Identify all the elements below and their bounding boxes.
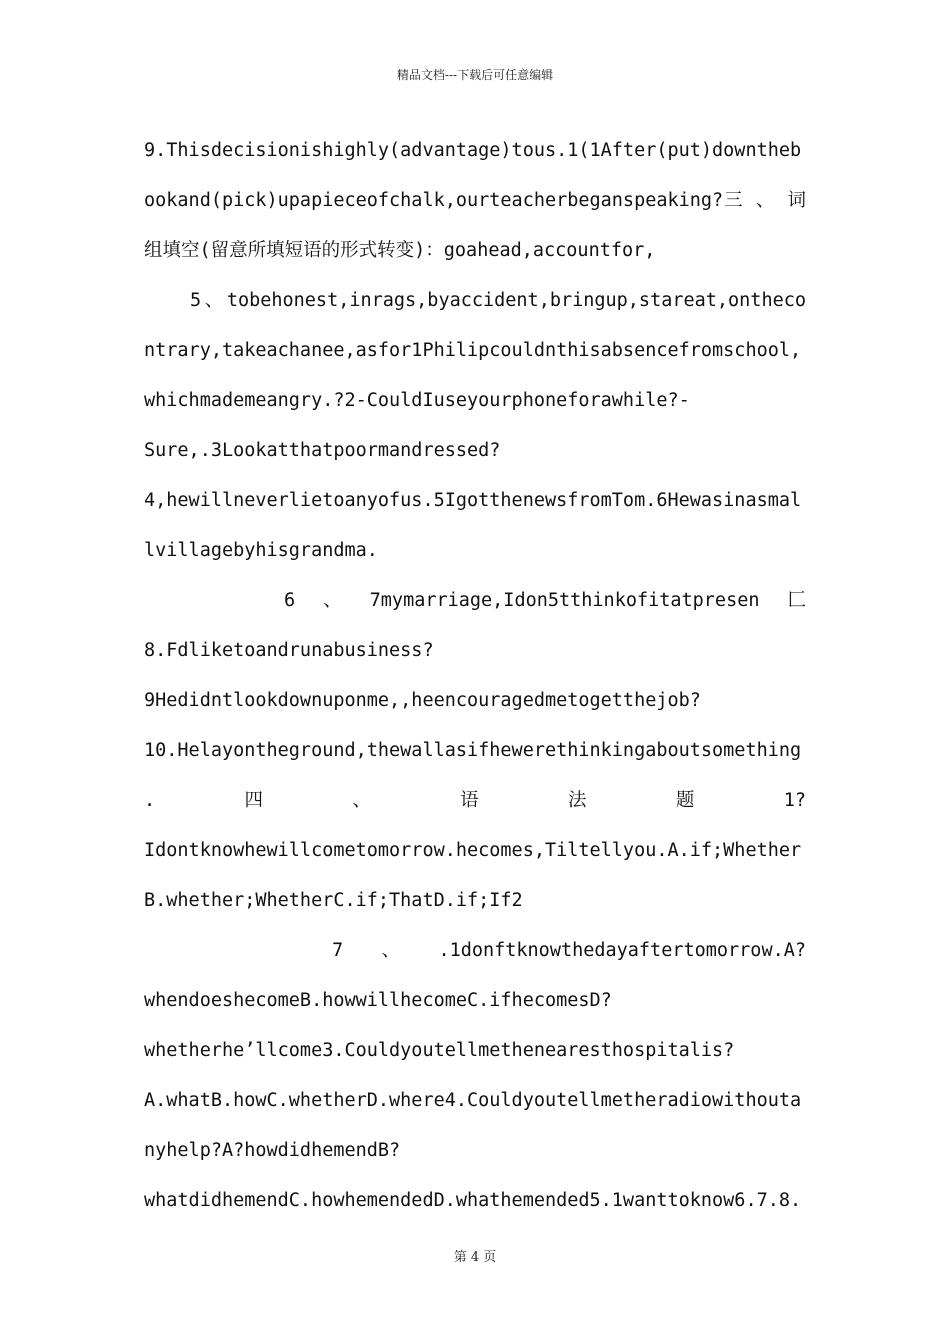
- text-line: Idontknowhewillcometomorrow.hecomes,Tiltellyou.A.if;Whether: [144, 840, 802, 861]
- spread-token: 、: [352, 790, 371, 811]
- spread-token: 、: [323, 590, 342, 611]
- text-line-spread: [144, 582, 806, 632]
- text-line: B.whether;WhetherC.if;ThatD.if;If2: [144, 890, 523, 911]
- text-line: ookand(pick)upapieceofchalk,ourteacherbeganspeaking?三 、 词: [144, 190, 806, 211]
- text-line: 10.Helayontheground,thewallasifhewerethinkingaboutsomething: [144, 740, 802, 761]
- text-line: 9.Thisdecisionishighly(advantage)tous.1(1After(put)downtheb: [144, 140, 802, 161]
- text-line: A.whatB.howC.whetherD.where4.Couldyoutellmetheradiowithouta: [144, 1090, 802, 1111]
- text-line-spread: [144, 932, 806, 982]
- text-line: lvillagebyhisgrandma.: [144, 540, 378, 561]
- spread-token: 7: [332, 940, 344, 961]
- spread-token: 四: [244, 790, 263, 811]
- spread-token: 法: [568, 790, 587, 811]
- page-header: 精品文档---下载后可任意编辑: [396, 68, 554, 82]
- spread-token: 语: [460, 790, 479, 811]
- spread-token: 7mymarriage,Idon5tthinkofitatpresen: [369, 590, 760, 611]
- text-line: whendoeshecomeB.howwillhecomeC.ifhecomesD?: [144, 990, 612, 1011]
- text-line: whichmademeangry.?2-CouldIuseyourphoneforawhile?-: [144, 390, 690, 411]
- text-line: 9Hedidntlookdownuponme,,heencouragedmetogetthejob?: [144, 690, 701, 711]
- spread-token: 1?: [783, 790, 806, 811]
- spread-token: 6: [284, 590, 296, 611]
- text-line: whatdidhemendC.howhemendedD.whathemended5.1wanttoknow6.7.8.: [144, 1190, 802, 1211]
- text-line: 8.Fdliketoandrunabusiness?: [144, 640, 434, 661]
- text-line: Sure,.3Lookatthatpoormandressed?: [144, 440, 501, 461]
- body-text: [144, 132, 806, 1232]
- spread-token: 匚: [787, 590, 806, 611]
- text-line: 5、tobehonest,inrags,byaccident,bringup,stareat,ontheco: [190, 290, 806, 311]
- page-number: 第 4 页: [453, 1250, 497, 1265]
- text-line: 4,hewillneverlietoanyofus.5IgotthenewsfromTom.6Hewasinasmal: [144, 490, 802, 511]
- text-line: whetherhe’llcome3.Couldyoutellmethenearesthospitalis?: [144, 1040, 735, 1061]
- text-line: nyhelp?A?howdidhemendB?: [144, 1140, 401, 1161]
- text-line-spread: [144, 782, 806, 832]
- text-line: 组填空(留意所填短语的形式转变)：goahead,accountfor,: [144, 240, 656, 261]
- spread-token: .: [144, 790, 156, 811]
- text-line: ntrary,takeachanee,asfor1Philipcouldnthisabsencefromschool,: [144, 340, 802, 361]
- spread-token: .1donftknowthedayaftertomorrow.A?: [438, 940, 806, 961]
- spread-token: 、: [381, 940, 401, 961]
- spread-token: 题: [675, 790, 695, 811]
